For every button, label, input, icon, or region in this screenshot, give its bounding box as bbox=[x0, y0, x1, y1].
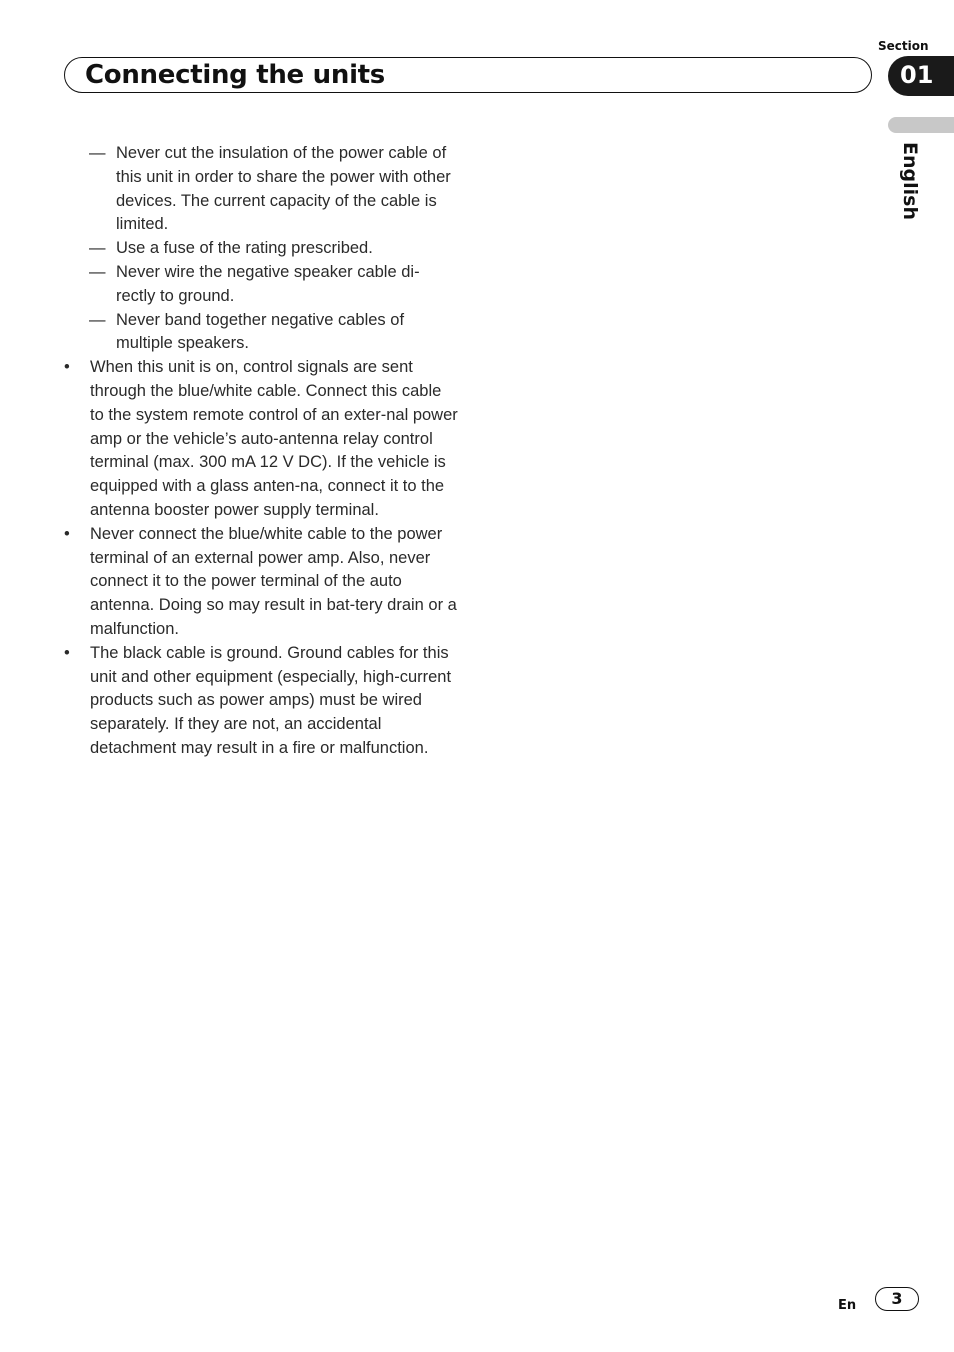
section-label: Section bbox=[878, 39, 929, 53]
bullet-mark: • bbox=[64, 358, 70, 377]
page-title-bar bbox=[64, 57, 872, 93]
page-number-badge bbox=[875, 1287, 919, 1311]
dash-mark: — bbox=[89, 262, 106, 281]
main-content bbox=[58, 142, 458, 761]
bullet-item-text: Never connect the blue/white cable to the power terminal of an external power amp. Also, never connect it to the power terminal of the auto antenna. Doing so may result in bat-tery drain or a malfunction. bbox=[90, 524, 457, 638]
dash-mark: — bbox=[89, 239, 106, 258]
dash-item-text: Use a fuse of the rating prescribed. bbox=[116, 239, 373, 258]
bullet-list-item bbox=[58, 356, 458, 523]
bullet-list-item bbox=[58, 523, 458, 642]
page-number: 3 bbox=[891, 1289, 903, 1308]
dash-item-text: Never wire the negative speaker cable di-rectly to ground. bbox=[116, 262, 420, 305]
language-label: English bbox=[899, 142, 921, 220]
dash-mark: — bbox=[89, 144, 106, 162]
dash-item-text: Never band together negative cables of multiple speakers. bbox=[116, 310, 405, 353]
section-badge bbox=[888, 56, 954, 96]
dash-list-item bbox=[58, 309, 458, 357]
page-title: Connecting the units bbox=[85, 60, 385, 90]
bullet-item-text: The black cable is ground. Ground cables for this unit and other equipment (especially, high-current products such as power amps) must be wired separately. If they are not, an accidental detachment may result in a fire or malfunction. bbox=[90, 643, 452, 757]
language-tab bbox=[888, 117, 954, 133]
section-number: 01 bbox=[900, 61, 934, 89]
bullet-mark: • bbox=[64, 643, 70, 662]
bullet-item-text: When this unit is on, control signals are sent through the blue/white cable. Connect this cable to the system remote control of an exter-nal power amp or the vehicle’s auto-antenna relay control terminal (max. 300 mA 12 V DC). If the vehicle is equipped with a glass anten-na, connect it to the antenna booster power supply terminal. bbox=[90, 358, 458, 519]
footer-language-code: En bbox=[838, 1298, 857, 1313]
dash-list-item bbox=[58, 261, 458, 309]
dash-item-text: Never cut the insulation of the power cable of this unit in order to share the power with other devices. The current capacity of the cable is limited. bbox=[116, 144, 451, 234]
dash-list-item bbox=[58, 237, 458, 261]
bullet-mark: • bbox=[64, 524, 70, 543]
dash-mark: — bbox=[89, 310, 106, 329]
bullet-list-item bbox=[58, 642, 458, 761]
dash-list-item bbox=[58, 142, 458, 237]
